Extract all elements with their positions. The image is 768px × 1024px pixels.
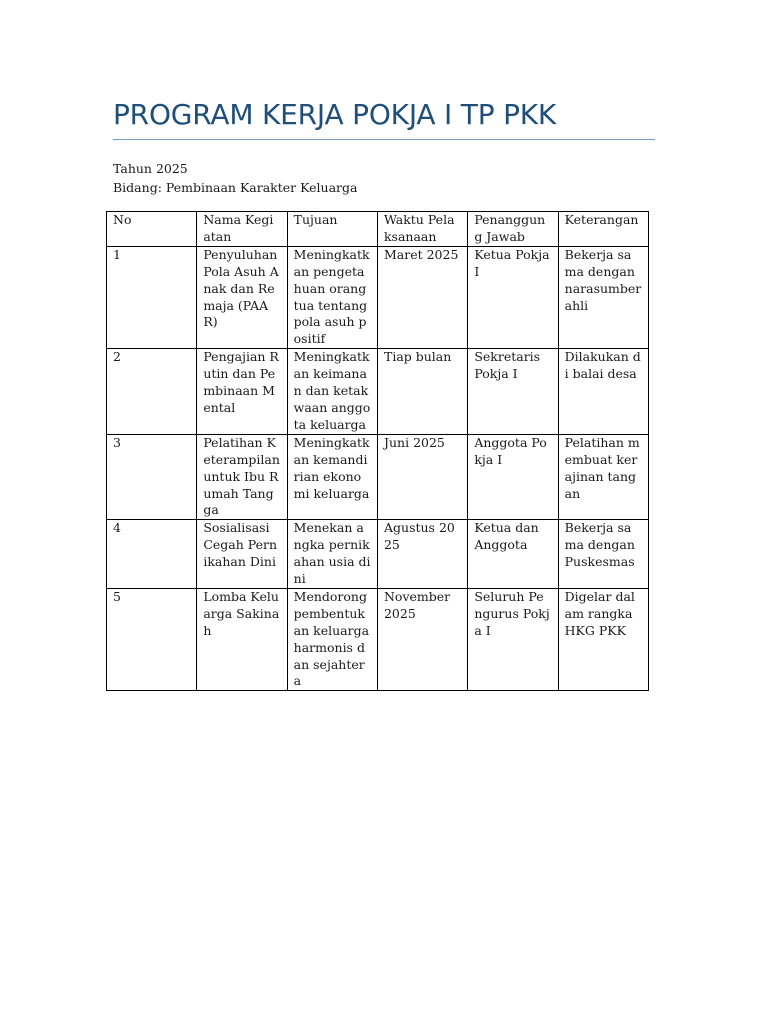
table-row bbox=[107, 434, 649, 520]
document-meta bbox=[113, 159, 357, 197]
cell-notes: Pelatihan membuat kerajinan tangan bbox=[558, 434, 648, 520]
cell-objective: Meningkatkan kemandirian ekonomi keluarga bbox=[287, 434, 377, 520]
title-underline bbox=[113, 139, 655, 140]
cell-notes: Digelar dalam rangka HKG PKK bbox=[558, 588, 648, 690]
header-notes: Keterangan bbox=[558, 212, 648, 247]
header-person-in-charge: Penanggung Jawab bbox=[468, 212, 558, 247]
header-activity-name: Nama Kegiatan bbox=[197, 212, 287, 247]
table-row bbox=[107, 246, 649, 348]
cell-objective: Meningkatkan pengetahuan orang tua tentang pola asuh positif bbox=[287, 246, 377, 348]
table-header-row bbox=[107, 212, 649, 247]
cell-activity-name: Sosialisasi Cegah Pernikahan Dini bbox=[197, 520, 287, 589]
cell-schedule: Maret 2025 bbox=[377, 246, 467, 348]
cell-no: 5 bbox=[107, 588, 197, 690]
table-row bbox=[107, 520, 649, 589]
cell-person-in-charge: Ketua Pokja I bbox=[468, 246, 558, 348]
cell-schedule: November 2025 bbox=[377, 588, 467, 690]
cell-person-in-charge: Ketua dan Anggota bbox=[468, 520, 558, 589]
cell-objective: Mendorong pembentukan keluarga harmonis dan sejahtera bbox=[287, 588, 377, 690]
cell-objective: Menekan angka pernikahan usia dini bbox=[287, 520, 377, 589]
cell-schedule: Tiap bulan bbox=[377, 349, 467, 435]
header-schedule: Waktu Pelaksanaan bbox=[377, 212, 467, 247]
cell-notes: Dilakukan di balai desa bbox=[558, 349, 648, 435]
header-no: No bbox=[107, 212, 197, 247]
page-title: PROGRAM KERJA POKJA I TP PKK bbox=[113, 98, 557, 131]
cell-activity-name: Lomba Keluarga Sakinah bbox=[197, 588, 287, 690]
year-line: Tahun 2025 bbox=[113, 161, 188, 176]
cell-activity-name: Pengajian Rutin dan Pembinaan Mental bbox=[197, 349, 287, 435]
cell-no: 2 bbox=[107, 349, 197, 435]
table-row bbox=[107, 349, 649, 435]
cell-no: 4 bbox=[107, 520, 197, 589]
cell-schedule: Agustus 2025 bbox=[377, 520, 467, 589]
cell-person-in-charge: Anggota Pokja I bbox=[468, 434, 558, 520]
cell-person-in-charge: Seluruh Pengurus Pokja I bbox=[468, 588, 558, 690]
cell-schedule: Juni 2025 bbox=[377, 434, 467, 520]
header-objective: Tujuan bbox=[287, 212, 377, 247]
cell-notes: Bekerja sama dengan narasumber ahli bbox=[558, 246, 648, 348]
cell-no: 3 bbox=[107, 434, 197, 520]
cell-activity-name: Pelatihan Keterampilan untuk Ibu Rumah Tangga bbox=[197, 434, 287, 520]
cell-person-in-charge: Sekretaris Pokja I bbox=[468, 349, 558, 435]
cell-notes: Bekerja sama dengan Puskesmas bbox=[558, 520, 648, 589]
cell-no: 1 bbox=[107, 246, 197, 348]
cell-activity-name: Penyuluhan Pola Asuh Anak dan Remaja (PAAR) bbox=[197, 246, 287, 348]
cell-objective: Meningkatkan keimanan dan ketakwaan anggota keluarga bbox=[287, 349, 377, 435]
table-row bbox=[107, 588, 649, 690]
program-table bbox=[106, 211, 649, 691]
field-line: Bidang: Pembinaan Karakter Keluarga bbox=[113, 180, 358, 195]
